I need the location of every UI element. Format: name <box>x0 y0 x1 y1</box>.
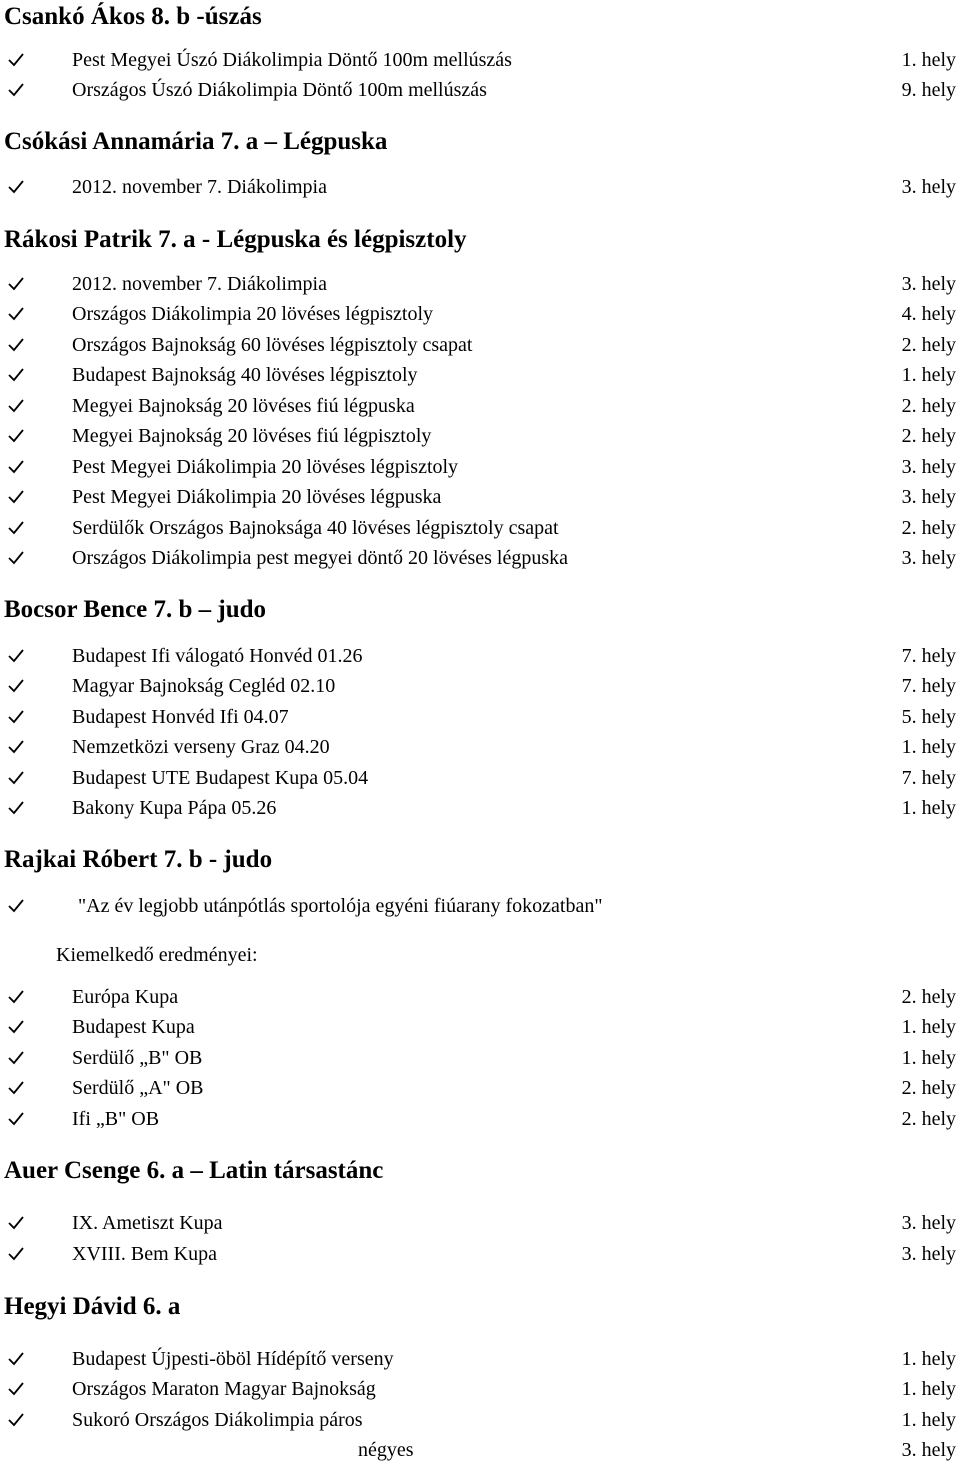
result-label: 2012. november 7. Diákolimpia <box>72 176 327 198</box>
result-place: 3. hely <box>901 456 956 478</box>
result-place: 1. hely <box>901 736 956 758</box>
checkmark-icon <box>8 1012 26 1042</box>
result-place: 2. hely <box>901 1077 956 1099</box>
list-item <box>0 543 960 573</box>
result-place: 3. hely <box>901 1212 956 1234</box>
result-place: 2. hely <box>901 1108 956 1130</box>
result-place: 3. hely <box>901 547 956 569</box>
section-heading: Bocsor Bence 7. b – judo <box>4 596 267 623</box>
result-label: Országos Diákolimpia pest megyei döntő 20 lövéses légpuska <box>72 547 569 569</box>
list-item <box>0 1073 960 1103</box>
checkmark-icon <box>8 513 26 543</box>
checkmark-icon <box>8 891 26 921</box>
result-place: 2. hely <box>901 395 956 417</box>
list-item <box>0 1374 960 1404</box>
result-label: Nemzetközi verseny Graz 04.20 <box>72 736 330 758</box>
result-place: 7. hely <box>901 675 956 697</box>
result-place: 5. hely <box>901 706 956 728</box>
result-place: 3. hely <box>901 486 956 508</box>
list-item <box>0 452 960 482</box>
checkmark-icon <box>8 360 26 390</box>
list-item <box>0 421 960 451</box>
list-item <box>0 982 960 1012</box>
list-item <box>0 732 960 762</box>
result-label: Budapest Kupa <box>72 1016 195 1038</box>
result-label: Bakony Kupa Pápa 05.26 <box>72 797 277 819</box>
list-item <box>0 482 960 512</box>
checkmark-icon <box>8 269 26 299</box>
result-place: 2. hely <box>901 986 956 1008</box>
list-item <box>0 1405 960 1435</box>
result-label: Megyei Bajnokság 20 lövéses fiú légpisztoly <box>72 425 432 447</box>
result-place: 1. hely <box>901 1378 956 1400</box>
result-place: 1. hely <box>901 364 956 386</box>
checkmark-icon <box>8 1239 26 1269</box>
list-item <box>0 1043 960 1073</box>
result-place: 7. hely <box>901 767 956 789</box>
result-label: Budapest Bajnokság 40 lövéses légpisztoly <box>72 364 418 386</box>
result-label: Országos Bajnokság 60 lövéses légpisztoly csapat <box>72 334 473 356</box>
list-item <box>0 671 960 701</box>
checkmark-icon <box>8 1208 26 1238</box>
result-label: 2012. november 7. Diákolimpia <box>72 273 327 295</box>
result-label: Budapest Ifi válogató Honvéd 01.26 <box>72 645 363 667</box>
checkmark-icon <box>8 391 26 421</box>
result-label: Serdülők Országos Bajnoksága 40 lövéses légpisztoly csapat <box>72 517 559 539</box>
section-heading: Rajkai Róbert 7. b - judo <box>4 846 273 873</box>
checkmark-icon <box>8 1344 26 1374</box>
checkmark-icon <box>8 1405 26 1435</box>
checkmark-icon <box>8 1073 26 1103</box>
result-label: XVIII. Bem Kupa <box>72 1243 217 1265</box>
list-item <box>0 1104 960 1134</box>
list-item <box>0 391 960 421</box>
result-label: Budapest Honvéd Ifi 04.07 <box>72 706 289 728</box>
list-item <box>0 360 960 390</box>
list-item <box>0 269 960 299</box>
list-item <box>0 513 960 543</box>
section-heading: Auer Csenge 6. a – Latin társastánc <box>4 1157 384 1184</box>
checkmark-icon <box>8 641 26 671</box>
list-item <box>0 299 960 329</box>
result-label: IX. Ametiszt Kupa <box>72 1212 223 1234</box>
list-item <box>0 45 960 75</box>
checkmark-icon <box>8 671 26 701</box>
list-item <box>0 330 960 360</box>
result-place: 4. hely <box>901 303 956 325</box>
checkmark-icon <box>8 299 26 329</box>
checkmark-icon <box>8 482 26 512</box>
list-item <box>0 1012 960 1042</box>
result-place: 1. hely <box>901 797 956 819</box>
checkmark-icon <box>8 172 26 202</box>
checkmark-icon <box>8 702 26 732</box>
checkmark-icon <box>8 330 26 360</box>
result-label: Magyar Bajnokság Cegléd 02.10 <box>72 675 336 697</box>
result-place: 2. hely <box>901 517 956 539</box>
result-label: Serdülő „B" OB <box>72 1047 203 1069</box>
result-place: 1. hely <box>901 1047 956 1069</box>
result-label: Európa Kupa <box>72 986 179 1008</box>
section-heading: Rákosi Patrik 7. a - Légpuska és légpisztoly <box>4 226 467 253</box>
section-heading: Csankó Ákos 8. b -úszás <box>4 3 262 30</box>
checkmark-icon <box>8 1104 26 1134</box>
result-label: Megyei Bajnokság 20 lövéses fiú légpuska <box>72 395 415 417</box>
result-label: Serdülő „A" OB <box>72 1077 204 1099</box>
result-place: 1. hely <box>901 1016 956 1038</box>
result-place: 3. hely <box>901 176 956 198</box>
award-label: "Az év legjobb utánpótlás sportolója egyéni fiúarany fokozatban" <box>78 895 603 917</box>
list-item <box>0 763 960 793</box>
checkmark-icon <box>8 763 26 793</box>
list-item <box>0 641 960 671</box>
result-place: 7. hely <box>901 645 956 667</box>
result-label: Országos Diákolimpia 20 lövéses légpisztoly <box>72 303 434 325</box>
list-item <box>0 1208 960 1238</box>
section-heading: Csókási Annamária 7. a – Légpuska <box>4 128 388 155</box>
result-label: Ifi „B" OB <box>72 1108 160 1130</box>
result-label: Országos Maraton Magyar Bajnokság <box>72 1378 376 1400</box>
result-label: Budapest UTE Budapest Kupa 05.04 <box>72 767 369 789</box>
result-place: 2. hely <box>901 334 956 356</box>
checkmark-icon <box>8 452 26 482</box>
list-item-continuation <box>0 1435 960 1465</box>
checkmark-icon <box>8 45 26 75</box>
section-heading: Hegyi Dávid 6. a <box>4 1293 181 1320</box>
list-item <box>0 1239 960 1269</box>
checkmark-icon <box>8 982 26 1012</box>
list-item <box>0 702 960 732</box>
list-item <box>0 172 960 202</box>
checkmark-icon <box>8 793 26 823</box>
result-place: 9. hely <box>901 79 956 101</box>
checkmark-icon <box>8 1374 26 1404</box>
result-place: 2. hely <box>901 425 956 447</box>
award-item <box>0 891 960 921</box>
result-place: 3. hely <box>901 273 956 295</box>
result-place: 3. hely <box>901 1439 956 1461</box>
checkmark-icon <box>8 75 26 105</box>
list-item <box>0 75 960 105</box>
result-label: Pest Megyei Úszó Diákolimpia Döntő 100m mellúszás <box>72 49 512 71</box>
checkmark-icon <box>8 543 26 573</box>
checkmark-icon <box>8 421 26 451</box>
result-place: 1. hely <box>901 49 956 71</box>
result-label: Pest Megyei Diákolimpia 20 lövéses légpisztoly <box>72 456 459 478</box>
result-label: Országos Úszó Diákolimpia Döntő 100m mellúszás <box>72 79 487 101</box>
list-item <box>0 1344 960 1374</box>
checkmark-icon <box>8 1043 26 1073</box>
result-place: 1. hely <box>901 1409 956 1431</box>
result-label: Sukoró Országos Diákolimpia páros <box>72 1409 363 1431</box>
subheading: Kiemelkedő eredményei: <box>56 944 258 966</box>
result-label: Pest Megyei Diákolimpia 20 lövéses légpuska <box>72 486 442 508</box>
checkmark-icon <box>8 732 26 762</box>
result-label: Budapest Újpesti-öböl Hídépítő verseny <box>72 1348 394 1370</box>
result-place: 1. hely <box>901 1348 956 1370</box>
result-place: 3. hely <box>901 1243 956 1265</box>
list-item <box>0 793 960 823</box>
result-label: négyes <box>358 1439 414 1461</box>
